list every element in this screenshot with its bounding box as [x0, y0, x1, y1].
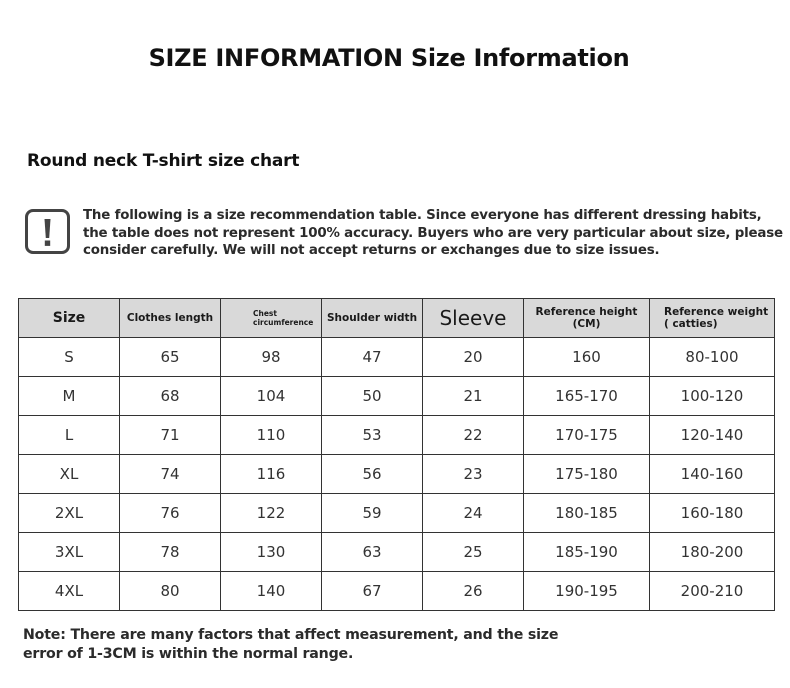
cell-height: 160: [524, 338, 650, 377]
cell-sleeve: 26: [423, 572, 524, 611]
cell-sleeve: 22: [423, 416, 524, 455]
cell-chest: 140: [221, 572, 322, 611]
size-chart-table: [18, 298, 775, 611]
table-row: [19, 494, 775, 533]
cell-shoulder: 59: [322, 494, 423, 533]
cell-sleeve: 23: [423, 455, 524, 494]
cell-sleeve: 20: [423, 338, 524, 377]
table-header-row: [19, 299, 775, 338]
cell-clothes-length: 78: [120, 533, 221, 572]
cell-size: 4XL: [19, 572, 120, 611]
cell-chest: 110: [221, 416, 322, 455]
table-row: [19, 455, 775, 494]
cell-clothes-length: 68: [120, 377, 221, 416]
cell-size: L: [19, 416, 120, 455]
table-row: [19, 416, 775, 455]
cell-height: 175-180: [524, 455, 650, 494]
cell-weight: 80-100: [650, 338, 775, 377]
column-header-chest-circumference: Chest circumference: [221, 299, 322, 338]
measurement-note: Note: There are many factors that affect measurement, and the size error of 1-3CM is within the normal range.: [23, 627, 559, 662]
cell-shoulder: 50: [322, 377, 423, 416]
column-header-size: Size: [19, 299, 120, 338]
cell-size: 3XL: [19, 533, 120, 572]
size-disclaimer-text: The following is a size recommendation table. Since everyone has different dressing habits, the table does not represent 100% accuracy. Buyers who are very particular about size, please consider carefully. We will not accept returns or exchanges due to size issues.: [83, 208, 783, 258]
cell-shoulder: 63: [322, 533, 423, 572]
cell-clothes-length: 76: [120, 494, 221, 533]
cell-clothes-length: 80: [120, 572, 221, 611]
cell-chest: 116: [221, 455, 322, 494]
cell-shoulder: 47: [322, 338, 423, 377]
table-row: [19, 572, 775, 611]
cell-chest: 98: [221, 338, 322, 377]
column-header-sleeve: Sleeve: [423, 299, 524, 338]
cell-size: M: [19, 377, 120, 416]
table-row: [19, 377, 775, 416]
cell-height: 180-185: [524, 494, 650, 533]
cell-shoulder: 56: [322, 455, 423, 494]
page-title: SIZE INFORMATION Size Information: [148, 44, 630, 72]
cell-height: 170-175: [524, 416, 650, 455]
cell-size: S: [19, 338, 120, 377]
cell-chest: 130: [221, 533, 322, 572]
cell-sleeve: 25: [423, 533, 524, 572]
cell-height: 190-195: [524, 572, 650, 611]
cell-height: 185-190: [524, 533, 650, 572]
cell-shoulder: 67: [322, 572, 423, 611]
cell-sleeve: 21: [423, 377, 524, 416]
cell-weight: 200-210: [650, 572, 775, 611]
cell-weight: 180-200: [650, 533, 775, 572]
cell-weight: 100-120: [650, 377, 775, 416]
chart-subtitle: Round neck T-shirt size chart: [27, 151, 300, 171]
cell-height: 165-170: [524, 377, 650, 416]
column-header-reference-weight: Reference weight ( catties): [650, 299, 775, 338]
cell-sleeve: 24: [423, 494, 524, 533]
column-header-shoulder-width: Shoulder width: [322, 299, 423, 338]
cell-clothes-length: 65: [120, 338, 221, 377]
cell-weight: 160-180: [650, 494, 775, 533]
column-header-reference-height: Reference height (CM): [524, 299, 650, 338]
table-row: [19, 533, 775, 572]
table-row: [19, 338, 775, 377]
cell-chest: 122: [221, 494, 322, 533]
cell-clothes-length: 71: [120, 416, 221, 455]
cell-weight: 140-160: [650, 455, 775, 494]
exclamation-icon: [25, 209, 70, 254]
cell-size: XL: [19, 455, 120, 494]
cell-chest: 104: [221, 377, 322, 416]
cell-weight: 120-140: [650, 416, 775, 455]
column-header-clothes-length: Clothes length: [120, 299, 221, 338]
cell-clothes-length: 74: [120, 455, 221, 494]
cell-size: 2XL: [19, 494, 120, 533]
cell-shoulder: 53: [322, 416, 423, 455]
